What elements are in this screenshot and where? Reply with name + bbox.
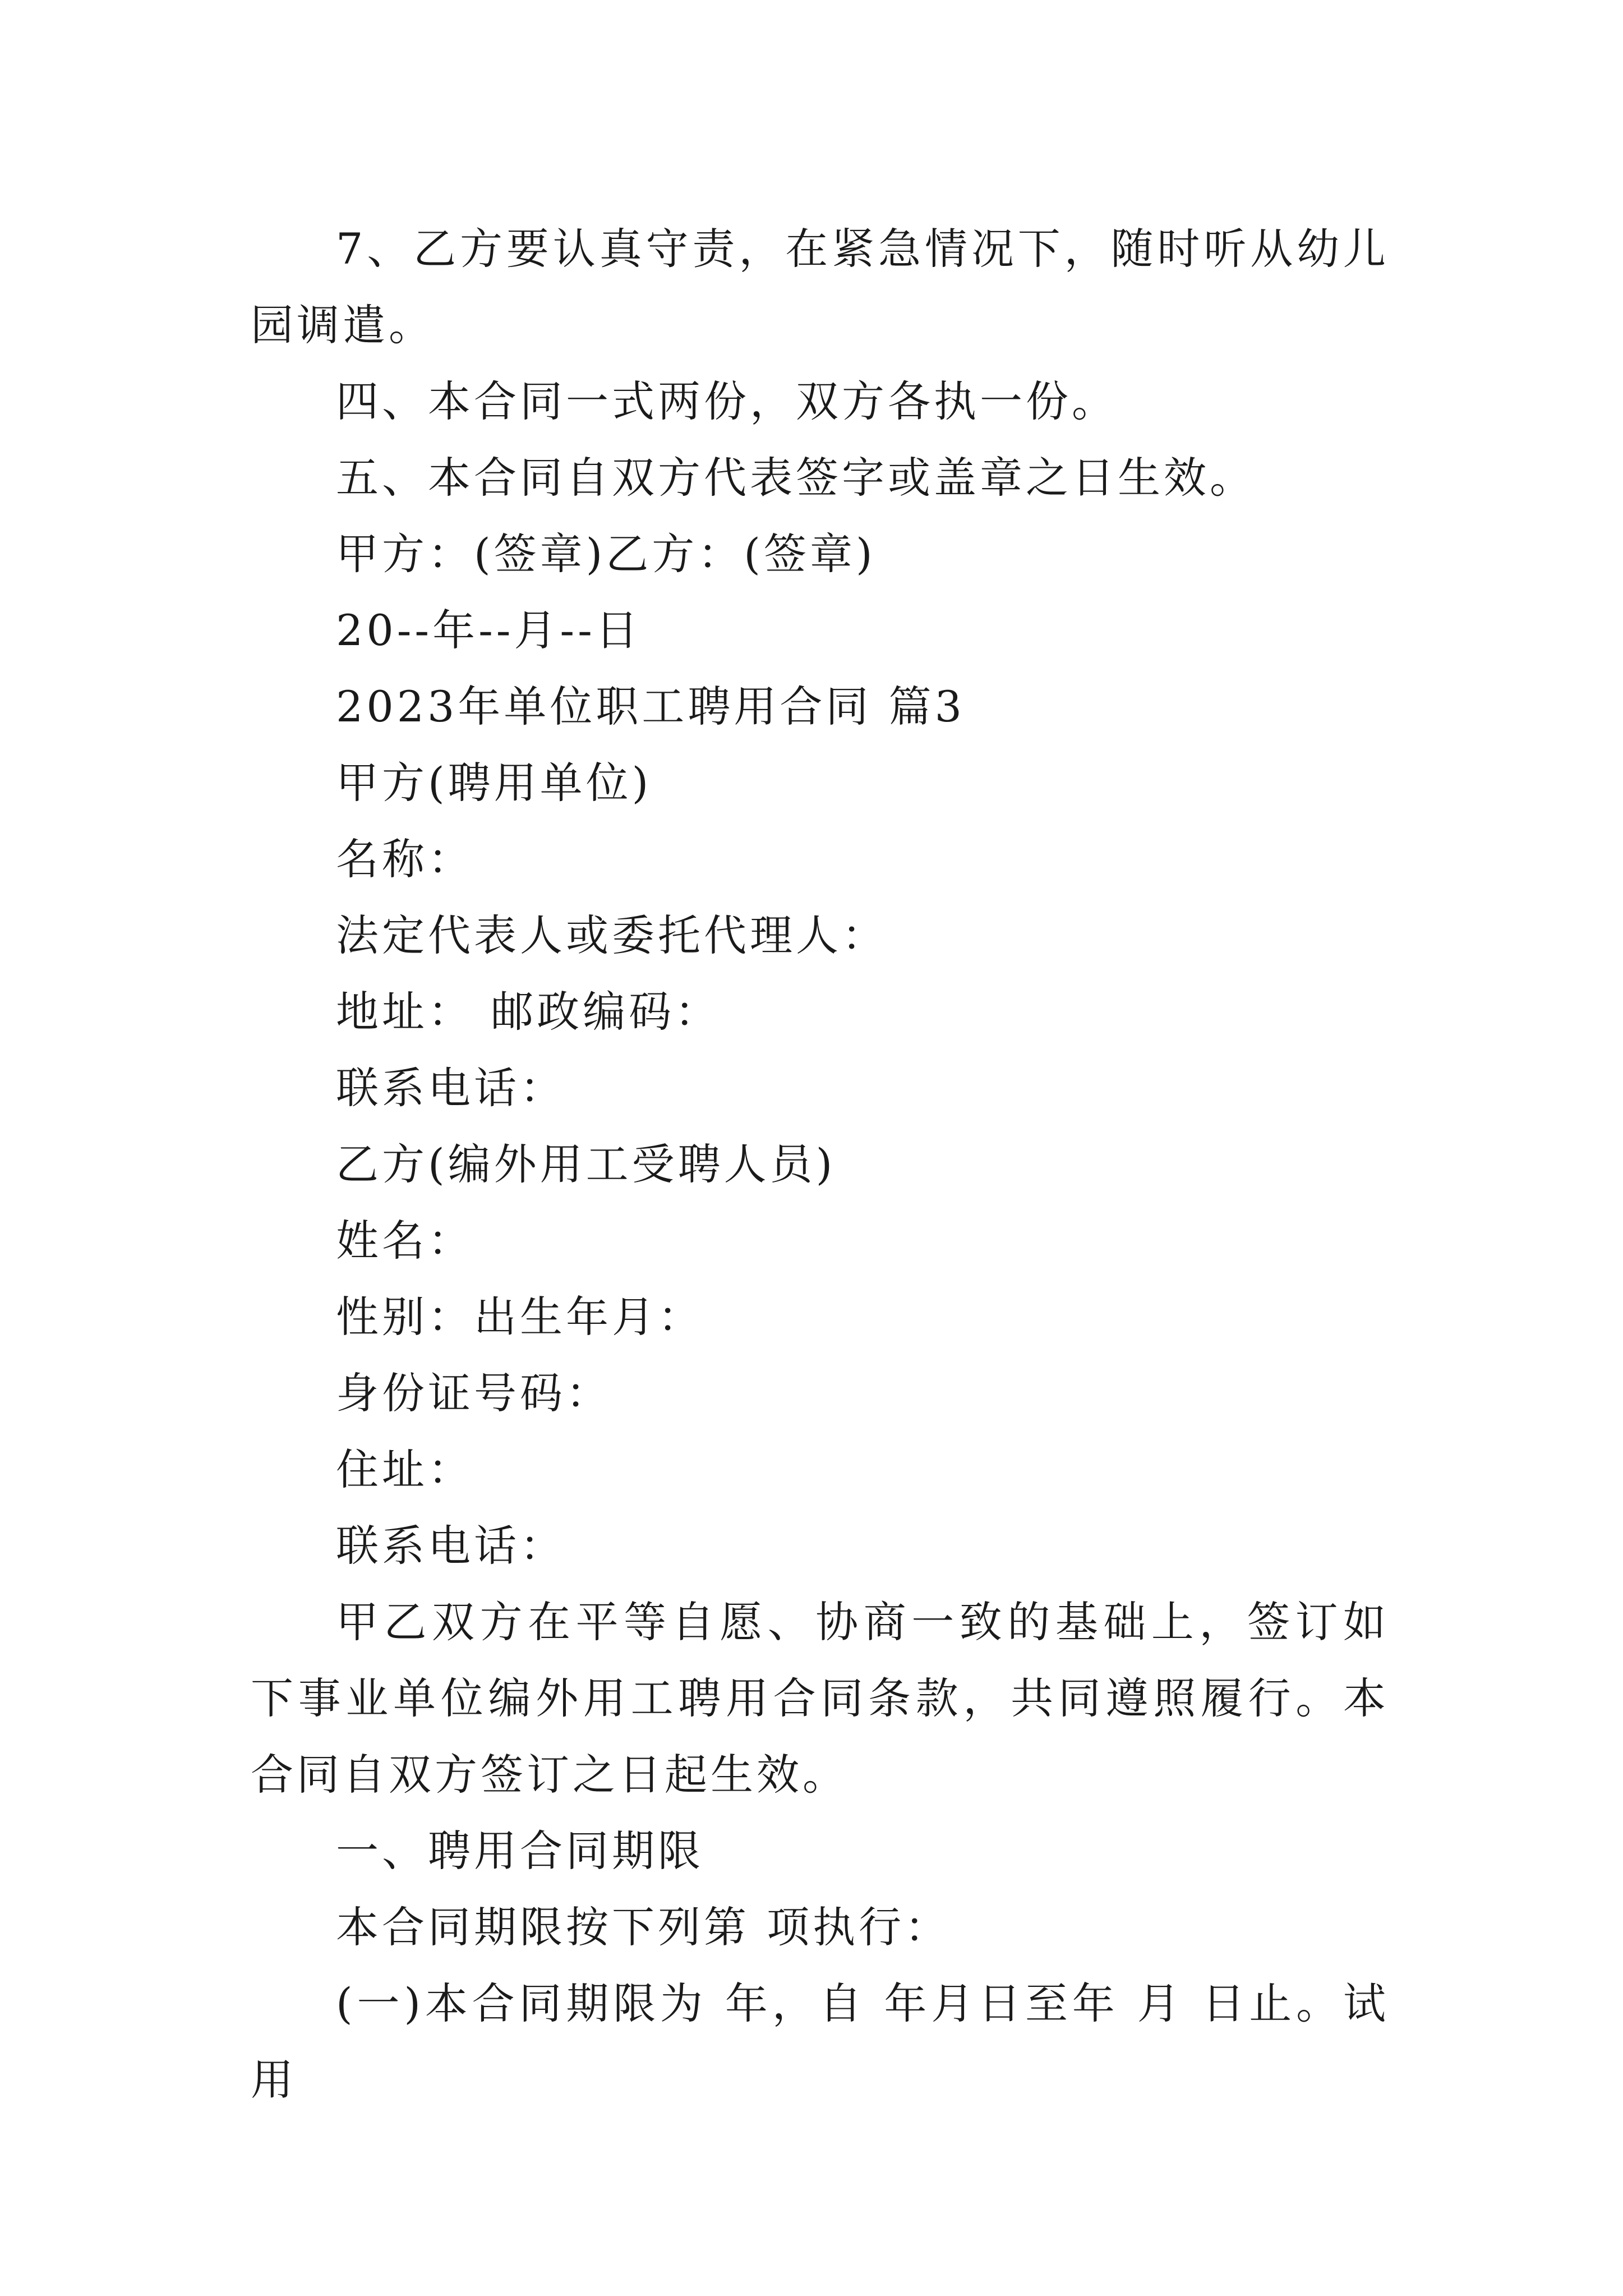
- party-a-address: 地址： 邮政编码：: [336, 987, 721, 1037]
- paragraph-date: 20--年--月--日: [336, 605, 642, 655]
- party-b-address: 住址：: [336, 1444, 474, 1494]
- party-b-id-number: 身份证号码：: [336, 1368, 612, 1418]
- party-b-heading: 乙方(编外用工受聘人员): [336, 1139, 836, 1189]
- clause-1-item-1: (一)本合同期限为 年，自 年月日至年 月 日止。试用: [251, 1978, 1389, 2105]
- paragraph-preamble: 甲乙双方在平等自愿、协商一致的基础上，签订如下事业单位编外用工聘用合同条款，共同遵照履行。本合同自双方签订之日起生效。: [251, 1597, 1389, 1800]
- clause-1-heading: 一、聘用合同期限: [336, 1826, 704, 1876]
- document-body: [251, 211, 1389, 2118]
- paragraph-signatures: 甲方：(签章)乙方：(签章): [336, 529, 876, 579]
- paragraph-clause-4: 四、本合同一式两份，双方各执一份。: [336, 376, 1118, 426]
- party-a-heading: 甲方(聘用单位): [336, 758, 652, 808]
- party-a-phone: 联系电话：: [336, 1063, 566, 1113]
- party-b-gender-birth: 性别：出生年月：: [336, 1292, 704, 1342]
- paragraph-clause-5: 五、本合同自双方代表签字或盖章之日生效。: [336, 453, 1256, 503]
- party-a-representative: 法定代表人或委托代理人：: [336, 910, 888, 960]
- party-b-name: 姓名：: [336, 1216, 474, 1266]
- clause-1-intro: 本合同期限按下列第 项执行：: [336, 1902, 951, 1952]
- paragraph-clause-7: 7、乙方要认真守责，在紧急情况下，随时听从幼儿园调遣。: [251, 224, 1389, 350]
- party-a-name: 名称：: [336, 834, 474, 884]
- section-title: 2023年单位职工聘用合同 篇3: [336, 682, 965, 731]
- party-b-phone: 联系电话：: [336, 1521, 566, 1571]
